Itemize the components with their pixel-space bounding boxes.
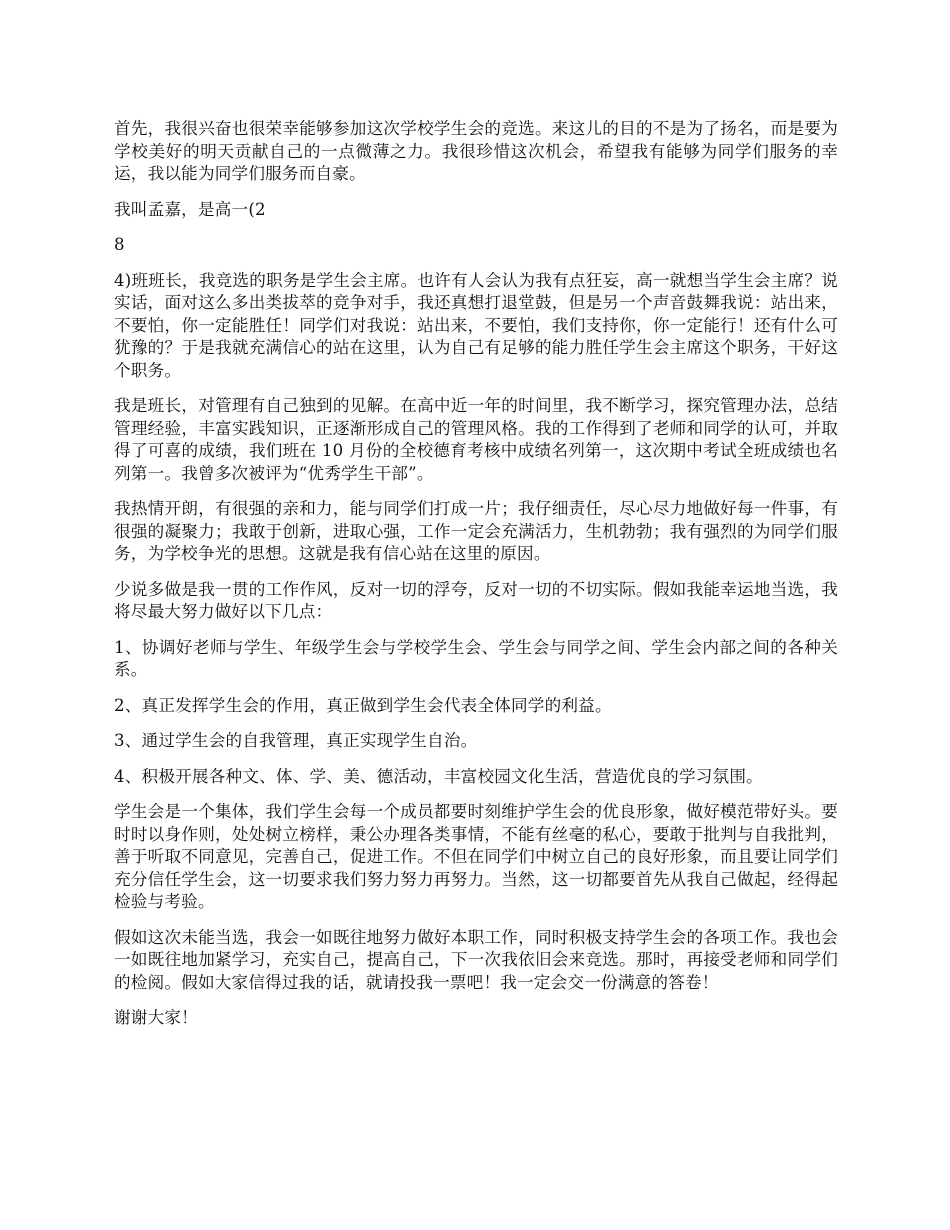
paragraph-intro: 首先，我很兴奋也很荣幸能够参加这次学校学生会的竞选。来这儿的目的不是为了扬名，而是要为学校美好的明天贡献自己的一点微薄之力。我很珍惜这次机会，希望我有能够为同学们服务的幸运，我以能为同学们服务而自豪。 — [114, 119, 838, 183]
paragraph-thanks: 谢谢大家！ — [114, 1008, 198, 1027]
paragraph-personality: 我热情开朗，有很强的亲和力，能与同学们打成一片；我仔细责任，尽心尽力地做好每一件事，有很强的凝聚力；我敢于创新，进取心强，工作一定会充满活力，生机勃勃；我有强烈的为同学们服务，为学校争光的思想。这就是我有信心站在这里的原因。 — [114, 499, 838, 563]
paragraph-name: 我叫孟嘉，是高一(2 — [114, 199, 266, 219]
list-item-4: 4、积极开展各种文、体、学、美、德活动，丰富校园文化生活，营造优良的学习氛围。 — [114, 766, 763, 786]
list-item-3: 3、通过学生会的自我管理，真正实现学生自治。 — [114, 731, 478, 750]
paragraph-work-style: 少说多做是我一贯的工作作风，反对一切的浮夸，反对一切的不切实际。假如我能幸运地当选，我将尽最大努力做好以下几点： — [114, 579, 838, 621]
paragraph-management: 我是班长，对管理有自己独到的见解。在高中近一年的时间里，我不断学习，探究管理办法，总结管理经验，丰富实践知识，正逐渐形成自己的管理风格。我的工作得到了老师和同学的认可，并取得了可喜的成绩，我们班在 10 月份的全校德育考核中成绩名列第一，这次期中考试全班成绩也名列第一。我曾多次被评为“优秀学生干部”。 — [114, 396, 838, 483]
list-item-1: 1、协调好老师与学生、年级学生会与学校学生会、学生会与同学之间、学生会内部之间的各种关系。 — [114, 637, 838, 679]
paragraph-collective: 学生会是一个集体，我们学生会每一个成员都要时刻维护学生会的优良形象，做好模范带好头。要时时以身作则，处处树立榜样，秉公办理各类事情，不能有丝毫的私心，要敢于批判与自我批判，善于听取不同意见，完善自己，促进工作。不但在同学们中树立自己的良好形象，而且要让同学们充分信任学生会，这一切要求我们努力努力再努力。当然，这一切都要首先从我自己做起，经得起检验与考验。 — [114, 802, 838, 911]
paragraph-position: 4)班班长，我竞选的职务是学生会主席。也许有人会认为我有点狂妄，高一就想当学生会主席？说实话，面对这么多出类拔萃的竞争对手，我还真想打退堂鼓，但是另一个声音鼓舞我说：站出来，不要怕，你一定能胜任！同学们对我说：站出来，不要怕，我们支持你，你一定能行！还有什么可犹豫的？于是我就充满信心的站在这里，认为自己有足够的能力胜任学生会主席这个职务，干好这个职务。 — [114, 270, 838, 380]
list-item-2: 2、真正发挥学生会的作用，真正做到学生会代表全体同学的利益。 — [114, 695, 612, 715]
paragraph-if-not-elected: 假如这次未能当选，我会一如既往地努力做好本职工作，同时积极支持学生会的各项工作。我也会一如既往地加紧学习，充实自己，提高自己，下一次我依旧会来竞选。那时，再接受老师和同学们的检阅。假如大家信得过我的话，就请投我一票吧！我一定会交一份满意的答卷！ — [114, 927, 838, 992]
paragraph-number: 8 — [114, 235, 125, 254]
